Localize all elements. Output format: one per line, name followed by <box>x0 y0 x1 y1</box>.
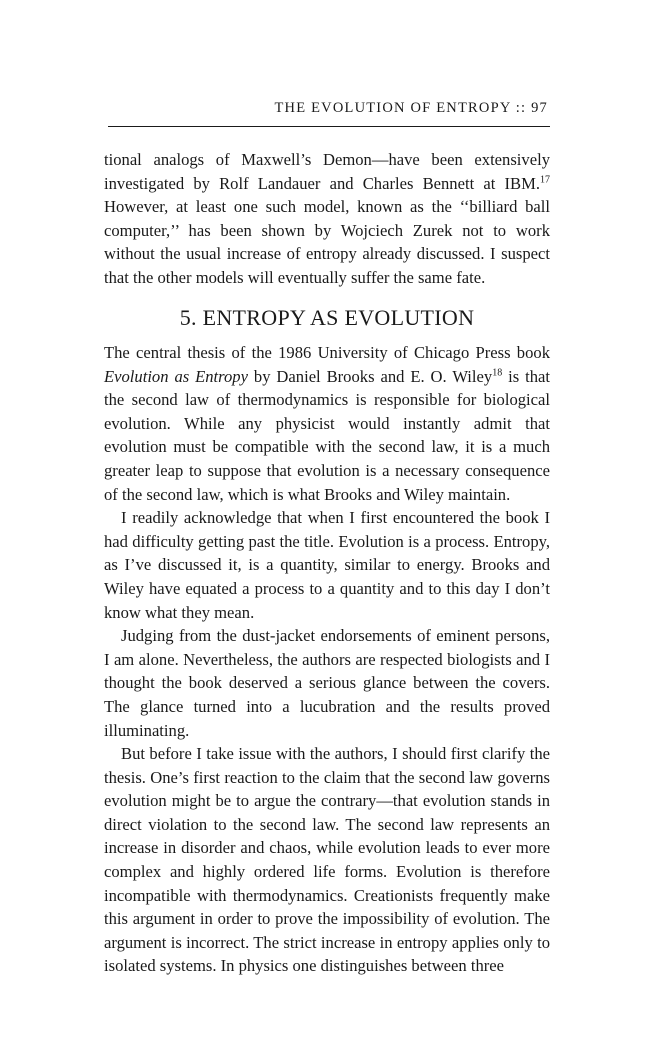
footnote-ref-18: 18 <box>492 367 503 379</box>
paragraph-4: Judging from the dust-jacket endorsements of eminent persons, I am alone. Nevertheless, the authors are respected biologists and I thought the book deserved a serious glance between the covers. The glance turned into a lucubration and the results proved illuminating. <box>104 626 550 740</box>
paragraph-2 <box>104 341 550 506</box>
paragraph-2-text-b: by Daniel Brooks and E. O. Wiley <box>247 366 493 386</box>
paragraph-continuation <box>104 148 550 290</box>
running-head: THE EVOLUTION OF ENTROPY :: 97 <box>274 100 548 116</box>
paragraph-5: But before I take issue with the authors, I should first clarify the thesis. One’s first reaction to the claim that the second law governs evolution might be to argue the contrary—that evolution stands in direct violation to the second law. The second law represents an increase in disorder and chaos, while evolution leads to ever more complex and highly ordered life forms. Evolution is therefore incompatible with thermodynamics. Creationists frequently make this argument in order to prove the impossibility of evolution. The argument is incorrect. The strict increase in entropy applies only to isolated systems. In physics one distinguishes between three <box>104 744 550 976</box>
book-title: Evolution as Entropy <box>104 366 248 386</box>
paragraph-3: I readily acknowledge that when I first encountered the book I had difficulty getting past the title. Evolution is a process. Entropy, as I’ve discussed it, is a quantity, similar to energy. Brooks and Wiley have equated a process to a quantity and to this day I don’t know what they mean. <box>104 508 550 622</box>
paragraph-1-text-a: tional analogs of Maxwell’s Demon—have been extensively investigated by Rolf Landauer and Charles Bennett at IBM. <box>104 150 550 193</box>
footnote-ref-17: 17 <box>540 174 550 186</box>
paragraph-1-text-b: However, at least one such model, known as the ‘‘billiard ball computer,’’ has been shown by Wojciech Zurek not to work without the usual increase of entropy already discussed. I suspect that the other models will eventually suffer the same fate. <box>104 197 550 287</box>
paragraph-2-text-a: The central thesis of the 1986 University of Chicago Press book <box>104 343 550 362</box>
section-body <box>104 341 550 978</box>
section-heading: 5. ENTROPY AS EVOLUTION <box>179 305 475 330</box>
paragraph-2-text-c: is that the second law of thermodynamics is responsible for biological evolution. While any physicist would instantly admit that evolution must be compatible with the second law, it is a much greater leap to suppose that evolution is a necessary consequence of the second law, which is what Brooks and Wiley maintain. <box>104 366 551 504</box>
header-rule <box>108 126 550 127</box>
